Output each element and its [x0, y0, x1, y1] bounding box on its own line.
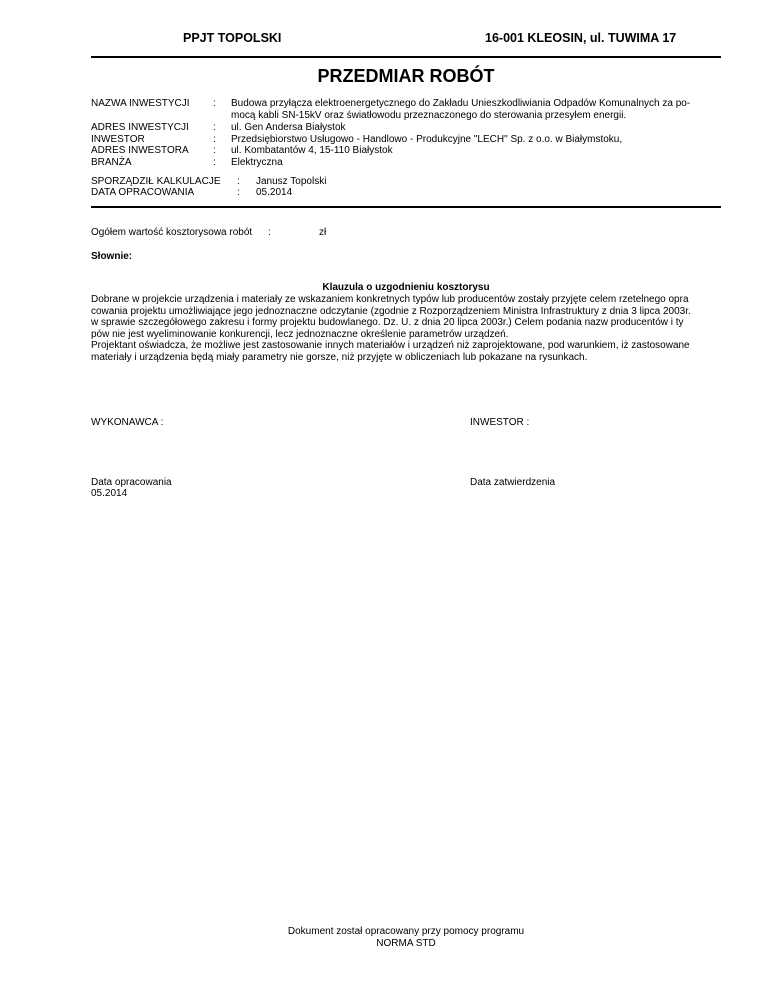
data-opracowania-colon: : [237, 187, 240, 198]
clause-body [91, 294, 723, 364]
branza-value: Elektryczna [231, 157, 283, 168]
sporzadzil-value: Janusz Topolski [256, 176, 327, 187]
clause-line: materiały i urządzenia będą miały parametry nie gorsze, niż przyjęte w obliczeniach lub pokazane na rysunkach. [91, 351, 588, 363]
footer-line2: NORMA STD [376, 937, 436, 949]
branza-colon: : [213, 157, 216, 168]
adres-inwestora-colon: : [213, 145, 216, 156]
inwestor-value: Przedsiębiorstwo Usługowo - Handlowo - Produkcyjne "LECH" Sp. z o.o. w Białymstoku, [231, 134, 623, 145]
wykonawca-label: WYKONAWCA : [91, 417, 164, 428]
nazwa-inwestycji-line2: mocą kabli SN-15kV oraz światłowodu przeznaczonego do sterowania przesyłem energii. [231, 110, 627, 121]
data-zatwierdzenia-label: Data zatwierdzenia [470, 477, 556, 488]
clause-line: pów nie jest wyeliminowanie konkurencji, lecz jednoznaczne określenie parametrów urządzeń. [91, 328, 509, 340]
adres-inwestycji-label: ADRES INWESTYCJI [91, 122, 189, 133]
data-opracowania-value: 05.2014 [256, 187, 293, 198]
info-divider [91, 206, 721, 208]
clause-line: cowania projektu umożliwiające jego jednoznaczne odczytanie (zgodnie z Rozporządzeniem Ministra Infrastruktury z dnia 3 lipca 2003r. [91, 305, 691, 317]
total-currency: zł [319, 227, 327, 238]
sporzadzil-label: SPORZĄDZIŁ KALKULACJE [91, 176, 221, 187]
branza-label: BRANŻA [91, 157, 132, 168]
total-colon: : [268, 227, 271, 238]
inwestor-colon: : [213, 134, 216, 145]
inwestor-label: INWESTOR [91, 134, 145, 145]
header-company: PPJT TOPOLSKI [183, 31, 282, 45]
clause-line: w sprawie szczegółowego zakresu i formy projektu budowlanego. Dz. U. z dnia 20 lipca 2003r.) Celem podania nazw producentów i ty [91, 317, 684, 329]
slownie-label: Słownie: [91, 251, 133, 262]
page-title: PRZEDMIAR ROBÓT [317, 66, 495, 86]
adres-inwestycji-value: ul. Gen Andersa Białystok [231, 122, 346, 133]
adres-inwestora-label: ADRES INWESTORA [91, 145, 189, 156]
footer-line1: Dokument został opracowany przy pomocy programu [287, 926, 525, 937]
header-address: 16-001 KLEOSIN, ul. TUWIMA 17 [485, 31, 677, 45]
sporzadzil-colon: : [237, 176, 240, 187]
data-opracowania-signature-value: 05.2014 [91, 488, 128, 499]
data-opracowania-signature-label: Data opracowania [91, 477, 172, 488]
adres-inwestycji-colon: : [213, 122, 216, 133]
total-label: Ogółem wartość kosztorysowa robót [91, 227, 253, 238]
adres-inwestora-value: ul. Kombatantów 4, 15-110 Białystok [231, 145, 393, 156]
footer [0, 926, 768, 949]
data-opracowania-label: DATA OPRACOWANIA [91, 187, 195, 198]
nazwa-inwestycji-label: NAZWA INWESTYCJI [91, 98, 190, 109]
nazwa-inwestycji-colon: : [213, 98, 216, 109]
clause-line: Projektant oświadcza, że możliwe jest zastosowanie innych materiałów i urządzeń niż zaprojektowane, pod warunkiem, iż zastosowane [91, 340, 690, 352]
header-divider [91, 56, 721, 58]
inwestor-signature-label: INWESTOR : [470, 417, 530, 428]
clause-title: Klauzula o uzgodnieniu kosztorysu [322, 282, 490, 293]
clause-line: Dobrane w projekcie urządzenia i materiały ze wskazaniem konkretnych typów lub producentów zostały przyjęte celem rzetelnego opra [91, 294, 689, 305]
nazwa-inwestycji-line1: Budowa przyłącza elektroenergetycznego do Zakładu Unieszkodliwiania Odpadów Komunalnych za po- [231, 98, 691, 109]
